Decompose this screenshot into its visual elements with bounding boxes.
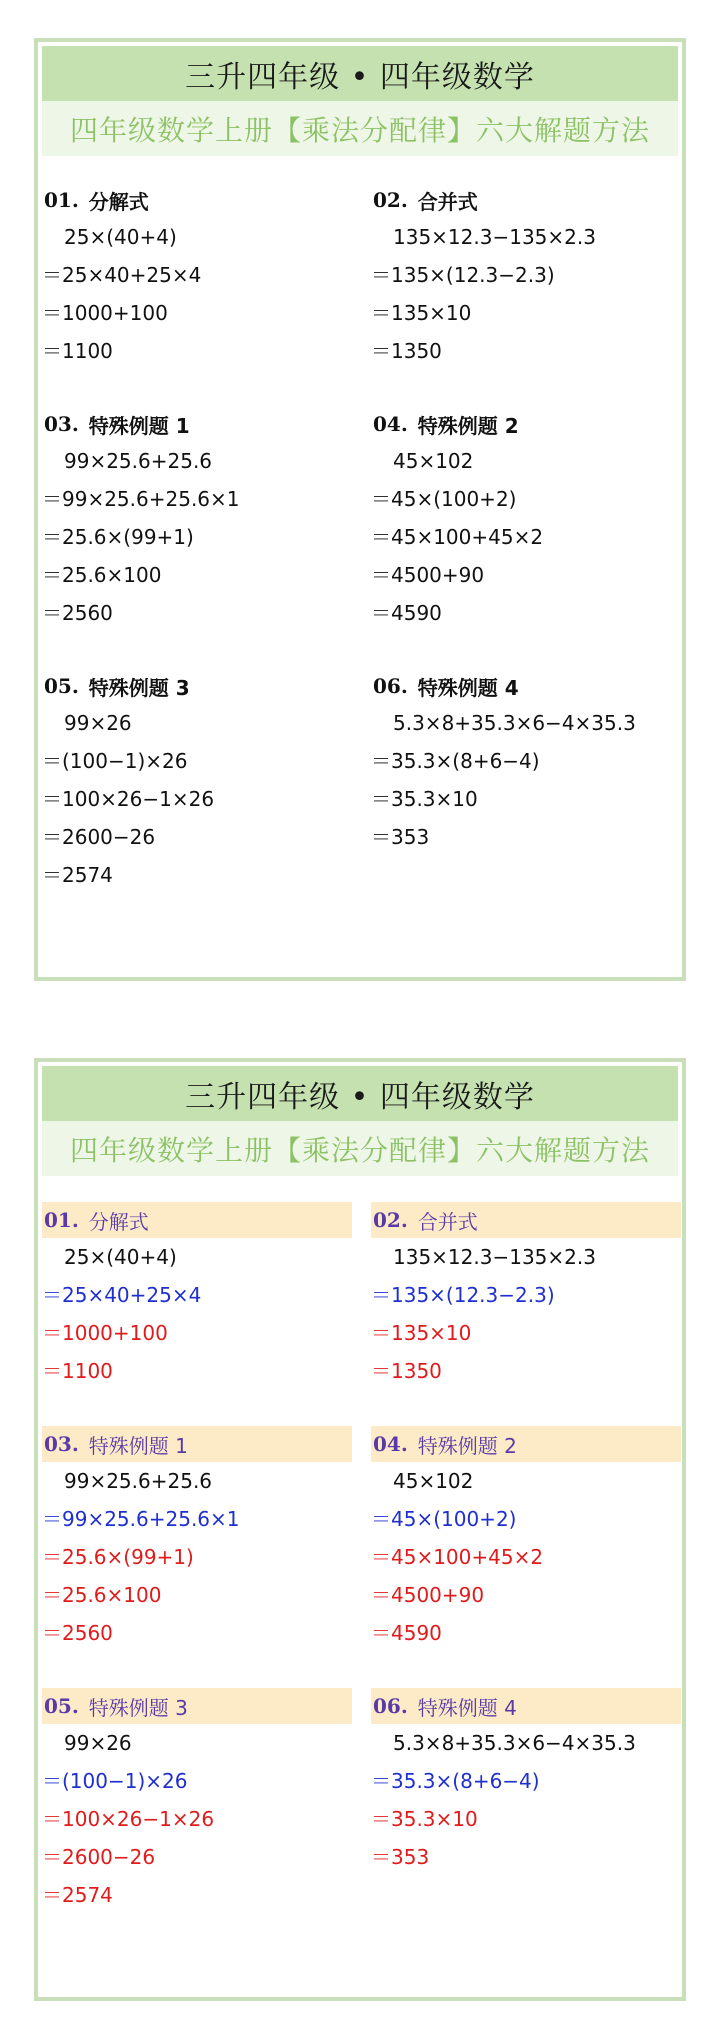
problem-number: 01. [44, 1208, 79, 1232]
step-line: ＝45×(100+2) [371, 487, 517, 511]
problem-06 [371, 1688, 681, 1876]
step-line: 25×(40+4) [64, 225, 177, 249]
problem-heading [42, 1202, 352, 1238]
step-line: 99×25.6+25.6 [64, 1469, 213, 1493]
step-line: ＝1350 [371, 1359, 442, 1383]
step-line: ＝99×25.6+25.6×1 [42, 1507, 240, 1531]
step-line: ＝45×100+45×2 [371, 1545, 544, 1569]
step-line: ＝35.3×10 [371, 787, 478, 811]
problem-number: 05. [44, 674, 79, 698]
step-line: ＝2600−26 [42, 1845, 156, 1869]
step-line: ＝2560 [42, 1621, 113, 1645]
step-line: ＝25.6×(99+1) [42, 1545, 194, 1569]
problem-name: 分解式 [88, 1209, 149, 1234]
problem-heading [42, 668, 352, 704]
step-line: ＝1100 [42, 339, 113, 363]
step-line: ＝4500+90 [371, 1583, 485, 1607]
step-line: 99×25.6+25.6 [64, 449, 213, 473]
step-line: ＝(100−1)×26 [42, 749, 188, 773]
step-line: 135×12.3−135×2.3 [393, 225, 596, 249]
panel-subtitle: 四年级数学上册【乘法分配律】六大解题方法 [42, 1121, 678, 1176]
problem-number: 04. [373, 1432, 408, 1456]
step-line: ＝4590 [371, 1621, 442, 1645]
problem-name: 特殊例题 1 [88, 1433, 188, 1458]
panel-title: 三升四年级 • 四年级数学 [42, 46, 678, 101]
problem-number: 05. [44, 1694, 79, 1718]
problem-number: 03. [44, 412, 79, 436]
step-line: ＝1000+100 [42, 1321, 168, 1345]
step-line: ＝99×25.6+25.6×1 [42, 487, 240, 511]
problem-heading [42, 1426, 352, 1462]
problem-number: 06. [373, 1694, 408, 1718]
step-line: 99×26 [64, 711, 132, 735]
problem-number: 02. [373, 1208, 408, 1232]
step-line: ＝1000+100 [42, 301, 168, 325]
problem-heading [371, 1202, 681, 1238]
problem-05 [42, 1688, 352, 1914]
step-line: ＝135×10 [371, 301, 472, 325]
problem-number: 03. [44, 1432, 79, 1456]
step-line: ＝2574 [42, 1883, 113, 1907]
problem-heading [42, 182, 352, 218]
step-line: ＝35.3×10 [371, 1807, 478, 1831]
problem-01 [42, 1202, 352, 1390]
problem-03 [42, 1426, 352, 1652]
step-line: ＝2600−26 [42, 825, 156, 849]
step-line: 99×26 [64, 1731, 132, 1755]
problem-name: 特殊例题 3 [88, 675, 190, 700]
problem-number: 02. [373, 188, 408, 212]
step-line: ＝45×(100+2) [371, 1507, 517, 1531]
step-line: ＝353 [371, 825, 430, 849]
problem-05 [42, 668, 352, 894]
step-line: ＝2574 [42, 863, 113, 887]
problem-name: 合并式 [417, 1209, 478, 1234]
step-line: ＝4500+90 [371, 563, 485, 587]
problem-heading [42, 406, 352, 442]
step-line: ＝25.6×100 [42, 563, 162, 587]
step-line: ＝35.3×(8+6−4) [371, 749, 540, 773]
step-line: ＝135×(12.3−2.3) [371, 263, 555, 287]
problem-01 [42, 182, 352, 370]
step-line: 45×102 [393, 1469, 474, 1493]
problem-heading [42, 1688, 352, 1724]
problem-heading [371, 668, 681, 704]
step-line: ＝2560 [42, 601, 113, 625]
step-line: ＝35.3×(8+6−4) [371, 1769, 540, 1793]
step-line: 5.3×8+35.3×6−4×35.3 [393, 1731, 636, 1755]
step-line: ＝1100 [42, 1359, 113, 1383]
problem-name: 特殊例题 2 [417, 413, 519, 438]
step-line: ＝25×40+25×4 [42, 1283, 202, 1307]
problem-name: 分解式 [88, 189, 149, 214]
problem-heading [371, 1688, 681, 1724]
panel-title: 三升四年级 • 四年级数学 [42, 1066, 678, 1121]
step-line: ＝4590 [371, 601, 442, 625]
problem-04 [371, 406, 681, 632]
problem-name: 特殊例题 3 [88, 1695, 188, 1720]
problem-03 [42, 406, 352, 632]
panel-subtitle: 四年级数学上册【乘法分配律】六大解题方法 [42, 101, 678, 156]
problem-name: 特殊例题 4 [417, 1695, 517, 1720]
problem-heading [371, 182, 681, 218]
step-line: ＝25.6×(99+1) [42, 525, 194, 549]
step-line: ＝45×100+45×2 [371, 525, 544, 549]
problem-name: 特殊例题 1 [88, 413, 190, 438]
problem-number: 01. [44, 188, 79, 212]
problem-06 [371, 668, 681, 856]
step-line: 5.3×8+35.3×6−4×35.3 [393, 711, 636, 735]
problem-02 [371, 1202, 681, 1390]
problem-heading [371, 1426, 681, 1462]
step-line: ＝353 [371, 1845, 430, 1869]
problem-02 [371, 182, 681, 370]
problem-name: 合并式 [417, 189, 478, 214]
problem-name: 特殊例题 2 [417, 1433, 517, 1458]
step-line: ＝100×26−1×26 [42, 1807, 215, 1831]
step-line: ＝135×10 [371, 1321, 472, 1345]
worksheet-panel-plain [34, 38, 686, 981]
step-line: ＝100×26−1×26 [42, 787, 215, 811]
step-line: 45×102 [393, 449, 474, 473]
step-line: ＝135×(12.3−2.3) [371, 1283, 555, 1307]
problem-number: 06. [373, 674, 408, 698]
step-line: 25×(40+4) [64, 1245, 177, 1269]
problem-name: 特殊例题 4 [417, 675, 519, 700]
problem-04 [371, 1426, 681, 1652]
problem-heading [371, 406, 681, 442]
step-line: ＝(100−1)×26 [42, 1769, 188, 1793]
step-line: ＝25×40+25×4 [42, 263, 202, 287]
step-line: ＝1350 [371, 339, 442, 363]
step-line: 135×12.3−135×2.3 [393, 1245, 596, 1269]
problem-number: 04. [373, 412, 408, 436]
step-line: ＝25.6×100 [42, 1583, 162, 1607]
worksheet-panel-colored [34, 1058, 686, 2001]
